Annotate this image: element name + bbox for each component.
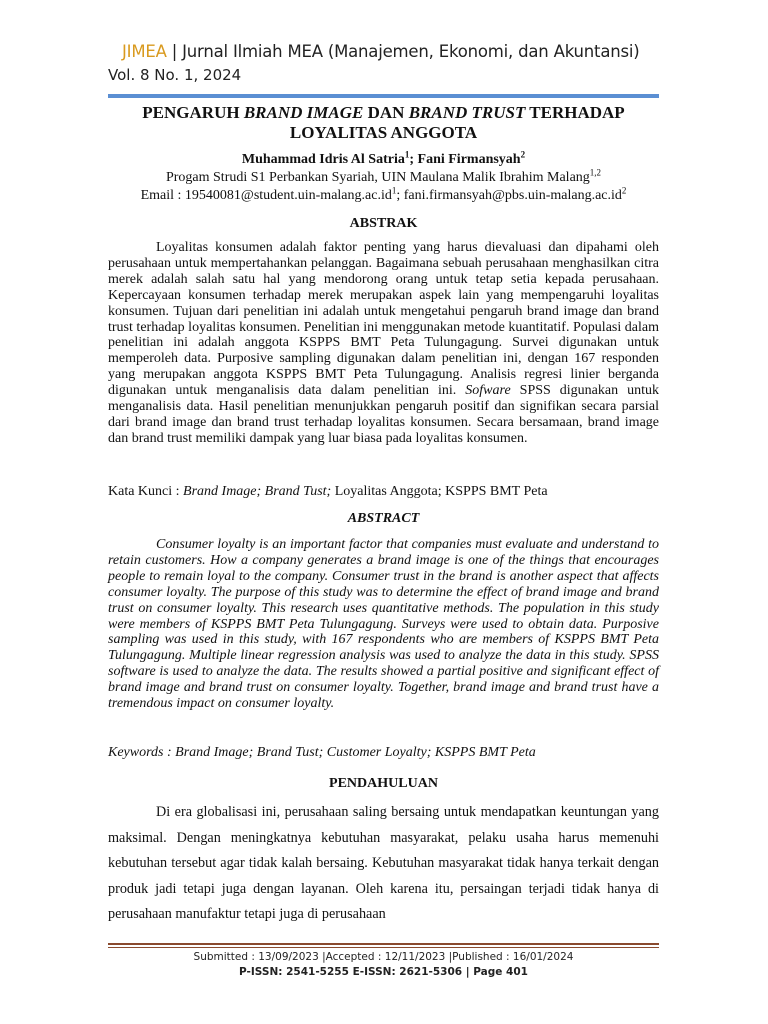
kata-kunci [108,484,659,500]
kata-kunci-italic: Brand Image; Brand Tust; [183,484,332,499]
title-italic-brand-image: BRAND IMAGE [243,103,364,122]
affiliation-superscript: 1,2 [589,167,602,178]
title-text: PENGARUH [142,103,244,122]
footer-divider-thin [108,947,659,948]
abstrak-heading: ABSTRAK [349,216,418,231]
title-text: DAN [363,103,409,122]
kata-kunci-label: Kata Kunci : [108,484,184,499]
journal-brand: JIMEA [122,42,167,61]
footer-issn-page: P-ISSN: 2541-5255 E-ISSN: 2621-5306 | Page 401 [239,966,528,978]
email-separator: ; [396,188,404,203]
email-address[interactable]: 19540081@student.uin-malang.ac.id [184,188,392,203]
email-line [108,185,659,204]
email-address[interactable]: fani.firmansyah@pbs.uin-malang.ac.id [403,188,622,203]
footer-dates: Submitted : 13/09/2023 |Accepted : 12/11/2023 |Published : 16/01/2024 [193,951,574,963]
pendahuluan-heading: PENDAHULUAN [329,776,438,791]
abstract-heading: ABSTRACT [347,511,420,526]
author-name: Fani Firmansyah [417,152,521,167]
affiliation [108,167,659,186]
author-separator: ; [409,152,418,167]
title-line-2: LOYALITAS ANGGOTA [289,123,478,142]
journal-title [122,42,640,61]
title-text: TERHADAP [525,103,625,122]
footer-divider [108,943,659,945]
email-label: Email : [140,188,185,203]
abstract-paragraph: Consumer loyalty is an important factor that companies must evaluate and understand to retain customers. How a company generates a brand image is one of the things that encourages people to remain loyal to the company. Consumer trust in the brand is another aspect that affects consumer loyalty. The purpose of this study was to determine the effect of brand image and brand trust on consumer loyalty. This research uses quantitative methods. The population in this study were members of KSPPS BMT Peta Tulungagung. Surveys were used to obtain data. Purposive sampling was used in this study, with 167 respondents who are members of KSPPS BMT Peta Tulungagung. Multiple linear regression analysis was used to analyze the data in this study. SPSS software is used to analyze the data. The results showed a partial positive and significant effect of brand image and brand trust on consumer loyalty. Together, brand image and brand trust have a tremendous impact on consumer loyalty. [108,537,659,712]
volume-issue: Vol. 8 No. 1, 2024 [108,66,242,84]
abstrak-paragraph [108,240,659,447]
pendahuluan-paragraph: Di era globalisasi ini, perusahaan saling bersaing untuk mendapatkan keuntungan yang maksimal. Dengan meningkatnya kebutuhan masyarakat, pelaku usaha harus memenuhi kebutuhan tersebut agar tidak kalah bersaing. Kebutuhan masyarakat tidak hanya terkait dengan produk jadi tetapi juga dengan layanan. Oleh karena itu, persaingan terjadi tidak hanya di perusahaan manufaktur tetapi juga di perusahaan [108,804,659,922]
email-superscript: 1 [391,185,397,196]
author-list [108,149,659,168]
email-superscript: 2 [621,185,627,196]
author-superscript: 2 [520,149,526,160]
journal-name: | Jurnal Ilmiah MEA (Manajemen, Ekonomi, dan Akuntansi) [166,42,640,61]
keywords: Keywords : Brand Image; Brand Tust; Customer Loyalty; KSPPS BMT Peta [108,745,536,760]
header-divider [108,94,659,98]
abstrak-text: SPSS digunakan untuk menganalisis data. Hasil penelitian menunjukkan pengaruh positif dan signifikan secara parsial dari brand image dan brand trust terhadap loyalitas konsumen. Secara bersamaan, brand image dan brand trust memiliki dampak yang luar biasa pada loyalitas konsumen. [108,383,659,446]
kata-kunci-rest: Loyalitas Anggota; KSPPS BMT Peta [331,484,548,499]
author-name: Muhammad Idris Al Satria [241,152,405,167]
title-italic-brand-trust: BRAND TRUST [408,103,526,122]
author-superscript: 1 [404,149,410,160]
abstrak-text: Loyalitas konsumen adalah faktor penting yang harus dievaluasi dan dipahami oleh perusahaan untuk mempertahankan pelanggan. Bagaimana sebuah perusahaan menghasilkan citra merek adalah salah satu hal yang mendorong orang untuk tetap setia kepada perusahaan. Kepercayaan konsumen terhadap merek merupakan aspek lain yang mempengaruhi loyalitas konsumen. Tujuan dari penelitian ini adalah untuk mengetahui pengaruh brand image dan brand trust terhadap loyalitas konsumen. Penelitian ini menggunakan metode kuantitatif. Populasi dalam penelitian ini adalah anggota KSPPS BMT Peta Tulungagung. Survei digunakan untuk memperoleh data. Purposive sampling digunakan dalam penelitian ini, dengan 167 responden yang merupakan anggota KSPPS BMT Peta Tulungagung. Analisis regresi linier berganda digunakan untuk menganalisis data dalam penelitian ini. [108,240,659,399]
abstrak-italic-term: Sofware [465,383,511,399]
affiliation-text: Progam Strudi S1 Perbankan Syariah, UIN Maulana Malik Ibrahim Malang [165,170,590,185]
article-title [108,103,659,143]
